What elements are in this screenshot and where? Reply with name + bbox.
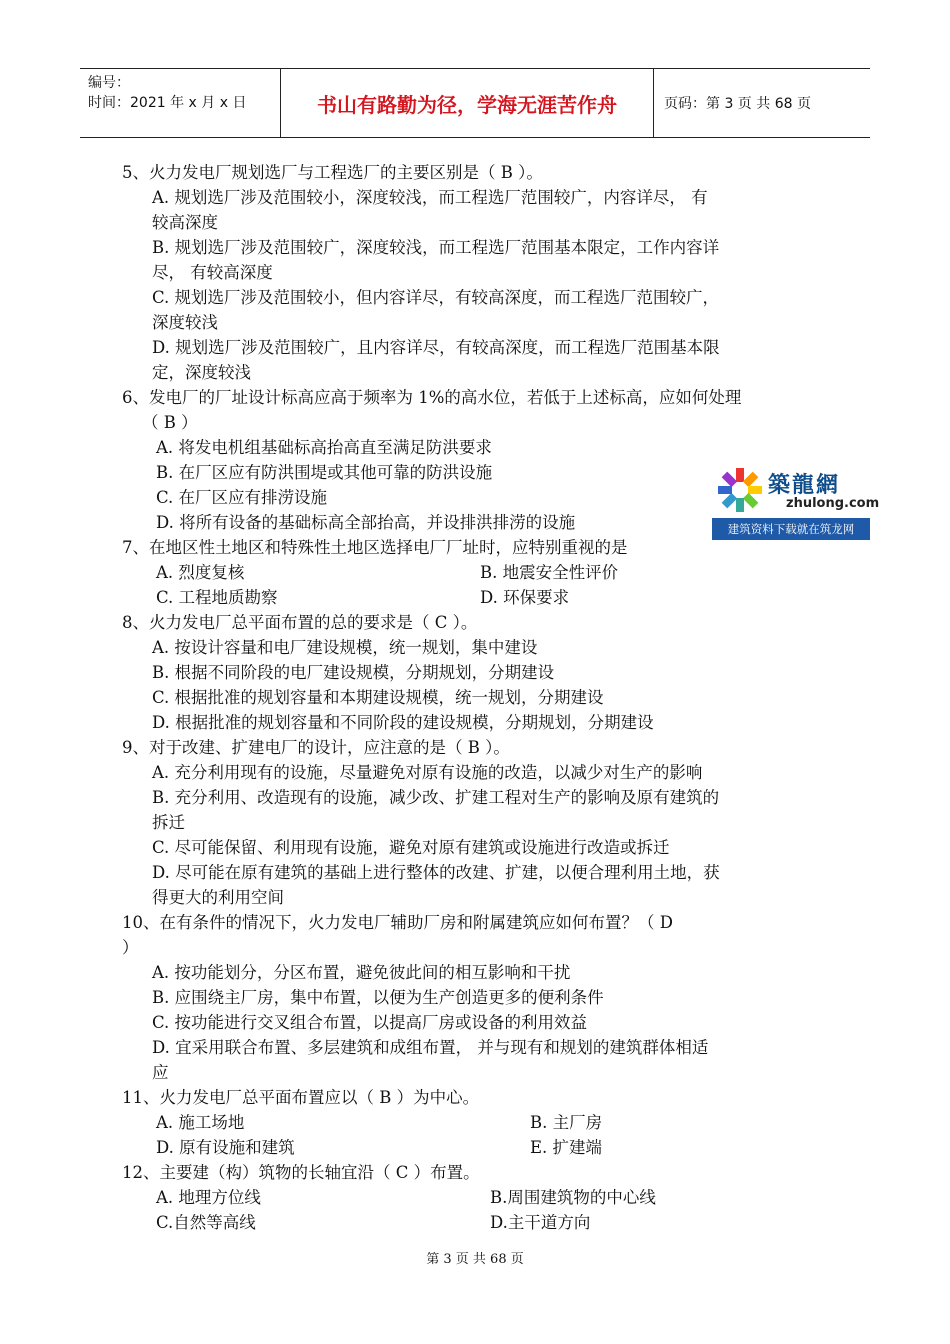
- logo-domain: zhulong.com: [786, 496, 880, 511]
- option-text: C. 规划选厂涉及范围较小，但内容详尽，有较高深度，而工程选厂范围较广，: [152, 288, 720, 307]
- option-text: B.周围建筑物的中心线: [490, 1188, 656, 1207]
- option-text: C. 工程地质勘察: [156, 588, 278, 607]
- option-text: C.自然等高线: [156, 1213, 256, 1232]
- option-text: 得更大的利用空间: [152, 888, 284, 907]
- option-text: D. 原有设施和建筑: [156, 1138, 295, 1157]
- option-text: 尽， 有较高深度: [152, 263, 273, 282]
- logo-slogan: 建筑资料下载就在筑龙网: [712, 518, 870, 540]
- logo-top: [712, 462, 880, 518]
- option-text: C. 按功能进行交叉组合布置，以提高厂房或设备的利用效益: [152, 1013, 588, 1032]
- option-text: A. 按设计容量和电厂建设规模，统一规划，集中建设: [152, 638, 538, 657]
- option-text: A. 规划选厂涉及范围较小，深度较浅，而工程选厂范围较广，内容详尽， 有: [152, 188, 708, 207]
- option-text: D. 将所有设备的基础标高全部抬高，并设排洪排涝的设施: [156, 513, 576, 532]
- option-text: 应: [152, 1063, 169, 1082]
- option-text: D. 尽可能在原有建筑的基础上进行整体的改建、扩建，以便合理利用土地，获: [152, 863, 720, 882]
- option-text: A. 按功能划分，分区布置，避免彼此间的相互影响和干扰: [152, 963, 571, 982]
- option-text: D. 宜采用联合布置、多层建筑和成组布置， 并与现有和规划的建筑群体相适: [152, 1038, 709, 1057]
- option-text: D. 规划选厂涉及范围较广，且内容详尽，有较高深度，而工程选厂范围基本限: [152, 338, 720, 357]
- question-5: 5、火力发电厂规划选厂与工程选厂的主要区别是（ B ）。: [122, 163, 543, 182]
- question-10: 10、在有条件的情况下，火力发电厂辅助厂房和附属建筑应如何布置？（ D: [122, 913, 673, 932]
- date-label: 时间：2021 年 x 月 x 日: [88, 95, 247, 111]
- option-text: E. 扩建端: [530, 1138, 603, 1157]
- option-text: D.主干道方向: [490, 1213, 591, 1232]
- option-text: B. 主厂房: [530, 1113, 603, 1132]
- option-text: 拆迁: [152, 813, 185, 832]
- header-motto: 书山有路勤为径，学海无涯苦作舟: [317, 92, 617, 117]
- option-text: C. 根据批准的规划容量和本期建设规模，统一规划，分期建设: [152, 688, 604, 707]
- question-6: 6、发电厂的厂址设计标高应高于频率为 1%的高水位，若低于上述标高，应如何处理: [122, 388, 742, 407]
- option-text: C. 尽可能保留、利用现有设施，避免对原有建筑或设施进行改造或拆迁: [152, 838, 670, 857]
- question-12: 12、主要建（构）筑物的长轴宜沿（ C ）布置。: [122, 1163, 480, 1182]
- option-text: A. 充分利用现有的设施，尽量避免对原有设施的改造，以减少对生产的影响: [152, 763, 703, 782]
- option-text: C. 在厂区应有排涝设施: [156, 488, 328, 507]
- option-text: 较高深度: [152, 213, 218, 232]
- question-text: ）: [122, 938, 139, 957]
- question-11: 11、火力发电厂总平面布置应以（ B ）为中心。: [122, 1088, 480, 1107]
- header-page-info: 页码：第 3 页 共 68 页: [664, 96, 811, 112]
- logo-name: 築龍網: [768, 472, 841, 498]
- option-text: B. 应围绕主厂房，集中布置，以便为生产创造更多的便利条件: [152, 988, 604, 1007]
- option-text: B. 充分利用、改造现有的设施，减少改、扩建工程对生产的影响及原有建筑的: [152, 788, 720, 807]
- option-text: A. 地理方位线: [156, 1188, 261, 1207]
- question-7: 7、在地区性土地区和特殊性土地区选择电厂厂址时，应特别重视的是: [122, 538, 628, 557]
- option-text: D. 根据批准的规划容量和不同阶段的建设规模，分期规划，分期建设: [152, 713, 654, 732]
- page-footer: 第 3 页 共 68 页: [426, 1252, 524, 1267]
- zhulong-logo: [712, 462, 880, 540]
- question-8: 8、火力发电厂总平面布置的总的要求是（ C ）。: [122, 613, 478, 632]
- question-9: 9、对于改建、扩建电厂的设计，应注意的是（ B ）。: [122, 738, 510, 757]
- option-text: B. 在厂区应有防洪围堤或其他可靠的防洪设施: [156, 463, 493, 482]
- logo-mark-icon: [714, 464, 766, 516]
- option-text: B. 规划选厂涉及范围较广，深度较浅，而工程选厂范围基本限定，工作内容详: [152, 238, 720, 257]
- number-label: 编号：: [88, 75, 130, 91]
- option-text: 深度较浅: [152, 313, 218, 332]
- option-text: B. 地震安全性评价: [480, 563, 619, 582]
- option-text: D. 环保要求: [480, 588, 570, 607]
- option-text: A. 将发电机组基础标高抬高直至满足防洪要求: [156, 438, 492, 457]
- option-text: A. 施工场地: [156, 1113, 245, 1132]
- option-text: B. 根据不同阶段的电厂建设规模，分期规划，分期建设: [152, 663, 555, 682]
- question-text: （ B ）: [142, 413, 198, 432]
- option-text: A. 烈度复核: [156, 563, 245, 582]
- option-text: 定，深度较浅: [152, 363, 251, 382]
